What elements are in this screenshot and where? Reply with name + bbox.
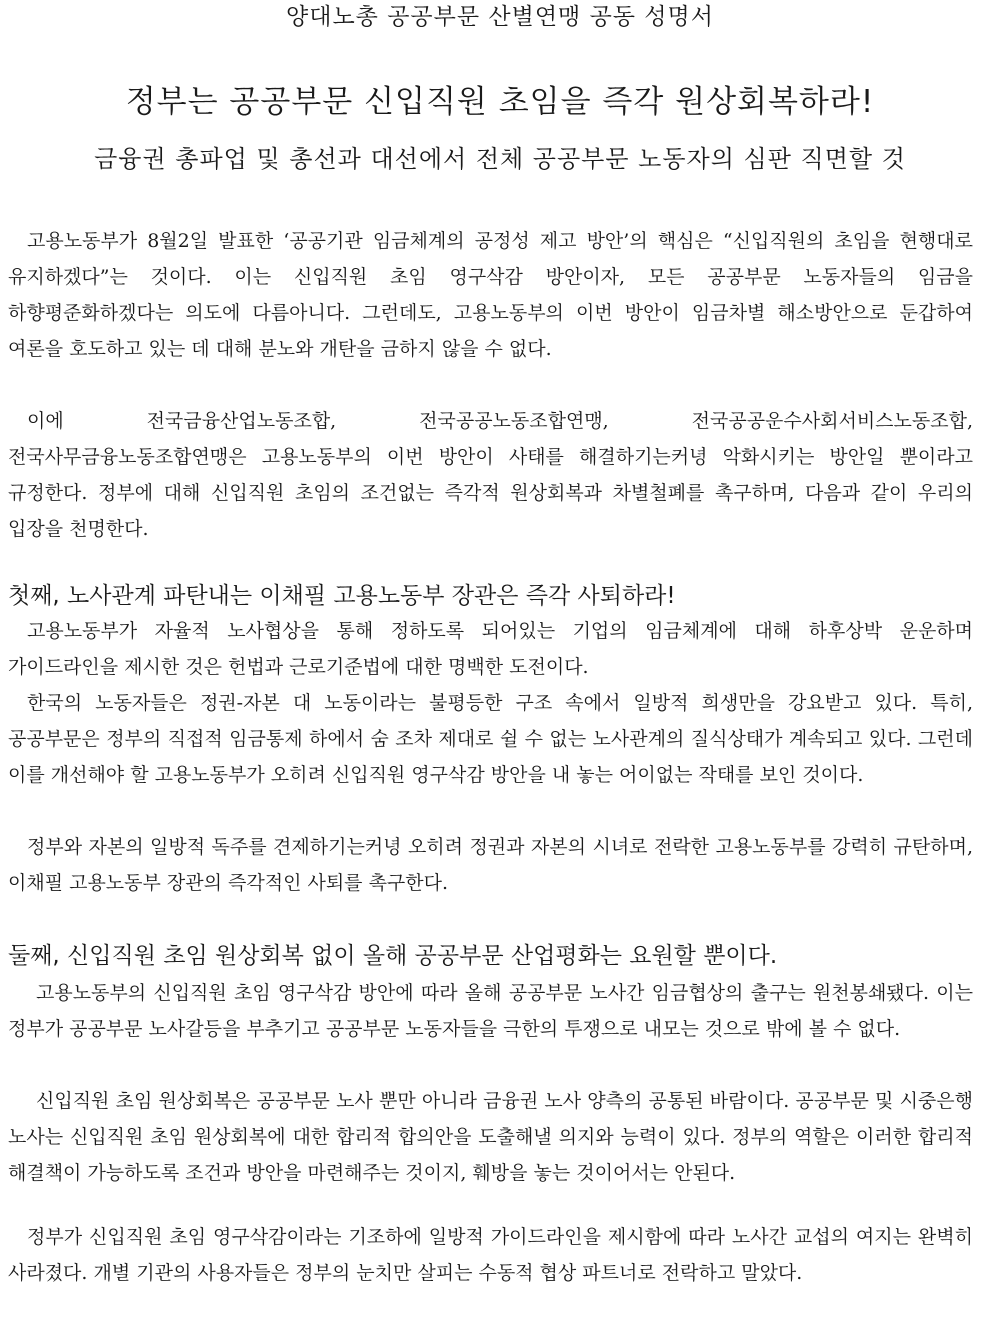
section-1-paragraph-1: 고용노동부가 자율적 노사협상을 통해 정하도록 되어있는 기업의 임금체계에 대해 하후상박 운운하며 가이드라인을 제시한 것은 헌법과 근로기준법에 대한 명백한 도전이다. [8,620,973,678]
section-1-heading: 첫째, 노사관계 파탄내는 이채필 고용노동부 장관은 즉각 사퇴하라! [8,583,676,609]
intro-paragraph-1: 고용노동부가 8월2일 발표한 ‘공공기관 임금체계의 공정성 제고 방안’의 핵심은 “신입직원의 초임을 현행대로 유지하겠다”는 것이다. 이는 신입직원 초임 영구삭감 방안이자, 모든 공공부문 노동자들의 임금을 하향평준화하겠다는 의도에 다름아니다. 그런데도, 고용노동부의 이번 방안이 임금차별 해소방안으로 둔갑하여 여론을 호도하고 있는 데 대해 분노와 개탄을 금하지 않을 수 없다. [8,230,973,360]
document-title: 정부는 공공부문 신입직원 초임을 즉각 원상회복하라! [125,84,875,120]
section-2-paragraph-2: 신입직원 초임 원상회복은 공공부문 노사 뿐만 아니라 금융권 노사 양측의 공통된 바람이다. 공공부문 및 시중은행 노사는 신입직원 초임 원상회복에 대한 합리적 합의안을 도출해낼 의지와 능력이 있다. 정부의 역할은 이러한 합리적 해결책이 가능하도록 조건과 방안을 마련해주는 것이지, 훼방을 놓는 것이어서는 안된다. [8,1090,973,1184]
section-2-paragraph-3: 정부가 신입직원 초임 영구삭감이라는 기조하에 일방적 가이드라인을 제시함에 따라 노사간 교섭의 여지는 완벽히 사라졌다. 개별 기관의 사용자들은 정부의 눈치만 살피는 수동적 협상 파트너로 전락하고 말았다. [8,1226,973,1284]
document-subtitle: 금융권 총파업 및 총선과 대선에서 전체 공공부문 노동자의 심판 직면할 것 [94,145,906,173]
section-1-paragraph-3: 정부와 자본의 일방적 독주를 견제하기는커녕 오히려 정권과 자본의 시녀로 전락한 고용노동부를 강력히 규탄하며, 이채필 고용노동부 장관의 즉각적인 사퇴를 촉구한다. [8,836,973,894]
section-1-paragraph-2: 한국의 노동자들은 정권-자본 대 노동이라는 불평등한 구조 속에서 일방적 희생만을 강요받고 있다. 특히, 공공부문은 정부의 직접적 임금통제 하에서 숨 조차 제대로 쉴 수 없는 노사관계의 질식상태가 계속되고 있다. 그런데 이를 개선해야 할 고용노동부가 오히려 신입직원 영구삭감 방안을 내 놓는 어이없는 작태를 보인 것이다. [8,692,973,786]
intro-paragraph-2: 이에 전국금융산업노동조합, 전국공공노동조합연맹, 전국공공운수사회서비스노동조합, 전국사무금융노동조합연맹은 고용노동부의 이번 방안이 사태를 해결하기는커녕 악화시키는 방안일 뿐이라고 규정한다. 정부에 대해 신입직원 초임의 조건없는 즉각적 원상회복과 차별철폐를 촉구하며, 다음과 같이 우리의 입장을 천명한다. [8,410,973,540]
section-2-heading: 둘째, 신입직원 초임 원상회복 없이 올해 공공부문 산업평화는 요원할 뿐이다. [8,943,778,969]
document-header: 양대노총 공공부문 산별연맹 공동 성명서 [286,4,714,30]
section-2-paragraph-1: 고용노동부의 신입직원 초임 영구삭감 방안에 따라 올해 공공부문 노사간 임금협상의 출구는 원천봉쇄됐다. 이는 정부가 공공부문 노사갈등을 부추기고 공공부문 노동자들을 극한의 투쟁으로 내모는 것으로 밖에 볼 수 없다. [8,982,973,1040]
